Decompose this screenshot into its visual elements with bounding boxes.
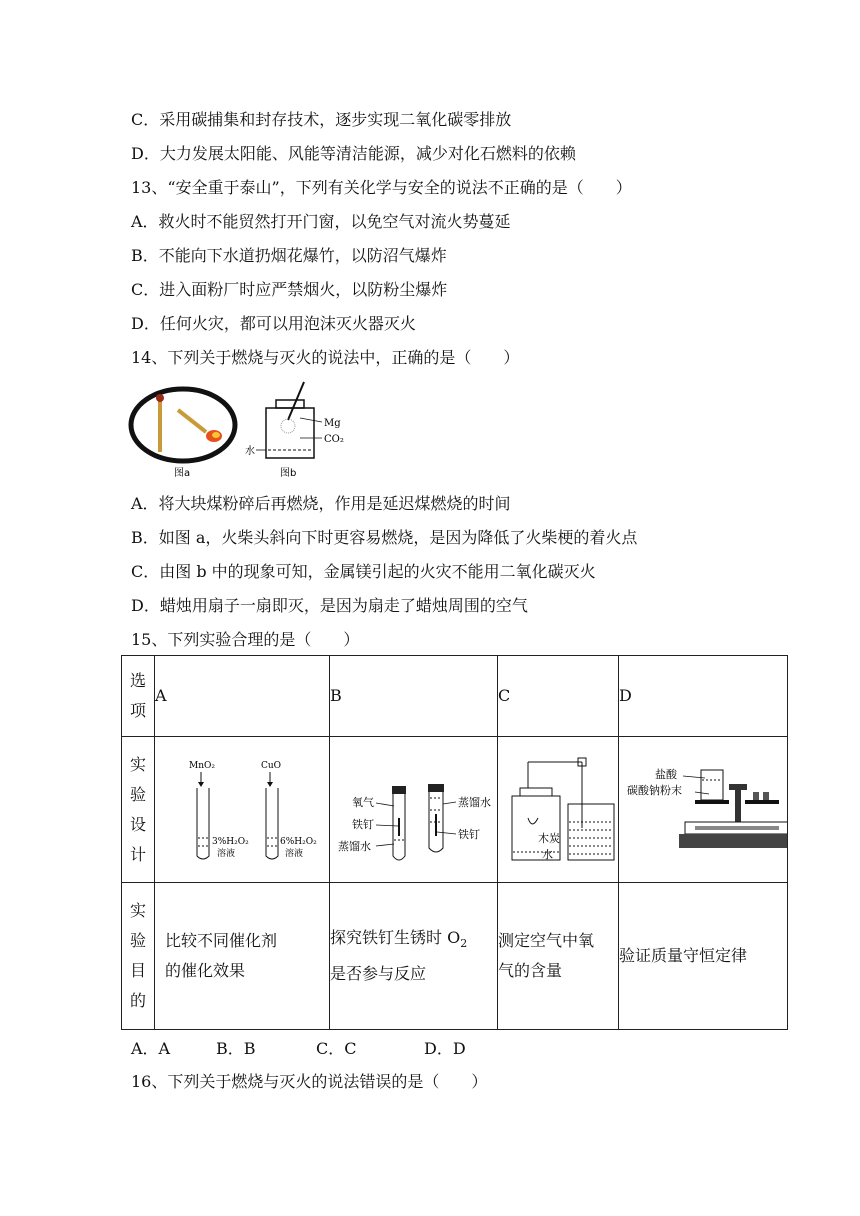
header-design: 实 验 设 计 bbox=[122, 737, 155, 883]
design-c bbox=[498, 737, 619, 883]
svg-text:溶液: 溶液 bbox=[285, 848, 304, 859]
design-a bbox=[155, 737, 330, 883]
svg-text:6%H₂O₂: 6%H₂O₂ bbox=[280, 836, 317, 847]
svg-text:铁钉: 铁钉 bbox=[352, 817, 374, 831]
svg-text:木炭: 木炭 bbox=[538, 831, 560, 845]
q12-option-d: D．大力发展太阳能、风能等清洁能源，减少对化石燃料的依赖 bbox=[131, 144, 576, 163]
answer-a: A．A bbox=[131, 1039, 171, 1058]
q15-table bbox=[121, 655, 788, 1030]
svg-text:水: 水 bbox=[542, 847, 553, 861]
answer-d: D．D bbox=[424, 1039, 466, 1058]
q13-option-c: C．进入面粉厂时应严禁烟火，以防粉尘爆炸 bbox=[131, 280, 448, 299]
q13-stem: 13、“安全重于泰山”，下列有关化学与安全的说法不正确的是（ ） bbox=[131, 178, 632, 197]
figure-b-bottle-icon bbox=[256, 382, 322, 458]
q14-option-a: A．将大块煤粉碎后再燃烧，作用是延迟煤燃烧的时间 bbox=[131, 494, 511, 513]
q14-figure bbox=[128, 380, 368, 482]
q14-option-b: B．如图 a，火柴头斜向下时更容易燃烧，是因为降低了火柴梗的着火点 bbox=[131, 528, 638, 547]
option-a: A bbox=[155, 656, 330, 737]
svg-text:氧气: 氧气 bbox=[352, 795, 374, 809]
svg-text:溶液: 溶液 bbox=[217, 848, 236, 859]
svg-text:CuO: CuO bbox=[261, 760, 282, 771]
option-d: D bbox=[619, 656, 788, 737]
q12-option-c: C．采用碳捕集和封存技术，逐步实现二氧化碳零排放 bbox=[131, 110, 512, 129]
q15-answers bbox=[131, 1038, 466, 1060]
svg-text:3%H₂O₂: 3%H₂O₂ bbox=[212, 836, 249, 847]
header-options: 选 项 bbox=[122, 656, 155, 737]
table-row-purpose bbox=[122, 883, 788, 1030]
rusting-tubes-icon bbox=[330, 748, 497, 868]
svg-text:碳酸钠粉末: 碳酸钠粉末 bbox=[627, 783, 682, 797]
q13-option-a: A．救火时不能贸然打开门窗，以免空气对流火势蔓延 bbox=[131, 212, 511, 231]
svg-text:蒸馏水: 蒸馏水 bbox=[338, 839, 371, 853]
svg-text:盐酸: 盐酸 bbox=[655, 767, 677, 781]
option-c: C bbox=[498, 656, 619, 737]
q14-stem: 14、下列关于燃烧与灭火的说法中，正确的是（ ） bbox=[131, 348, 520, 367]
svg-text:铁钉: 铁钉 bbox=[458, 827, 480, 841]
option-b: B bbox=[330, 656, 498, 737]
figure-b-mg-label: Mg bbox=[324, 418, 341, 429]
svg-text:蒸馏水: 蒸馏水 bbox=[458, 795, 491, 809]
purpose-c: 测定空气中氧 气的含量 bbox=[498, 883, 619, 1030]
table-row-design bbox=[122, 737, 788, 883]
table-row-options bbox=[122, 656, 788, 737]
purpose-d: 验证质量守恒定律 bbox=[619, 883, 788, 1030]
q14-option-d: D．蜡烛用扇子一扇即灭，是因为扇走了蜡烛周围的空气 bbox=[131, 596, 528, 615]
figure-b-water-label: 水 bbox=[245, 446, 255, 457]
test-tubes-icon bbox=[155, 748, 329, 868]
design-b bbox=[330, 737, 498, 883]
q13-option-d: D．任何火灾，都可以用泡沫灭火器灭火 bbox=[131, 314, 416, 333]
q13-option-b: B．不能向下水道扔烟花爆竹，以防沼气爆炸 bbox=[131, 246, 447, 265]
q15-stem: 15、下列实验合理的是（ ） bbox=[131, 630, 360, 649]
purpose-a: 比较不同催化剂 的催化效果 bbox=[155, 883, 330, 1030]
answer-b: B．B bbox=[216, 1039, 256, 1058]
purpose-b: 探究铁钉生锈时 $O_2$ 是否参与反应 bbox=[330, 883, 498, 1030]
oxygen-measurement-icon bbox=[498, 748, 618, 868]
balance-icon bbox=[619, 748, 787, 868]
design-d bbox=[619, 737, 788, 883]
q16-stem: 16、下列关于燃烧与灭火的说法错误的是（ ） bbox=[131, 1072, 488, 1091]
figure-a-match-icon bbox=[131, 389, 235, 461]
svg-text:MnO₂: MnO₂ bbox=[189, 760, 215, 771]
header-purpose: 实 验 目 的 bbox=[122, 883, 155, 1030]
answer-c: C．C bbox=[316, 1039, 357, 1058]
q14-option-c: C．由图 b 中的现象可知，金属镁引起的火灾不能用二氧化碳灭火 bbox=[131, 562, 596, 581]
figure-b-caption: 图b bbox=[280, 468, 297, 479]
figure-b-co2-label: CO₂ bbox=[324, 434, 344, 445]
figure-a-caption: 图a bbox=[174, 468, 191, 479]
